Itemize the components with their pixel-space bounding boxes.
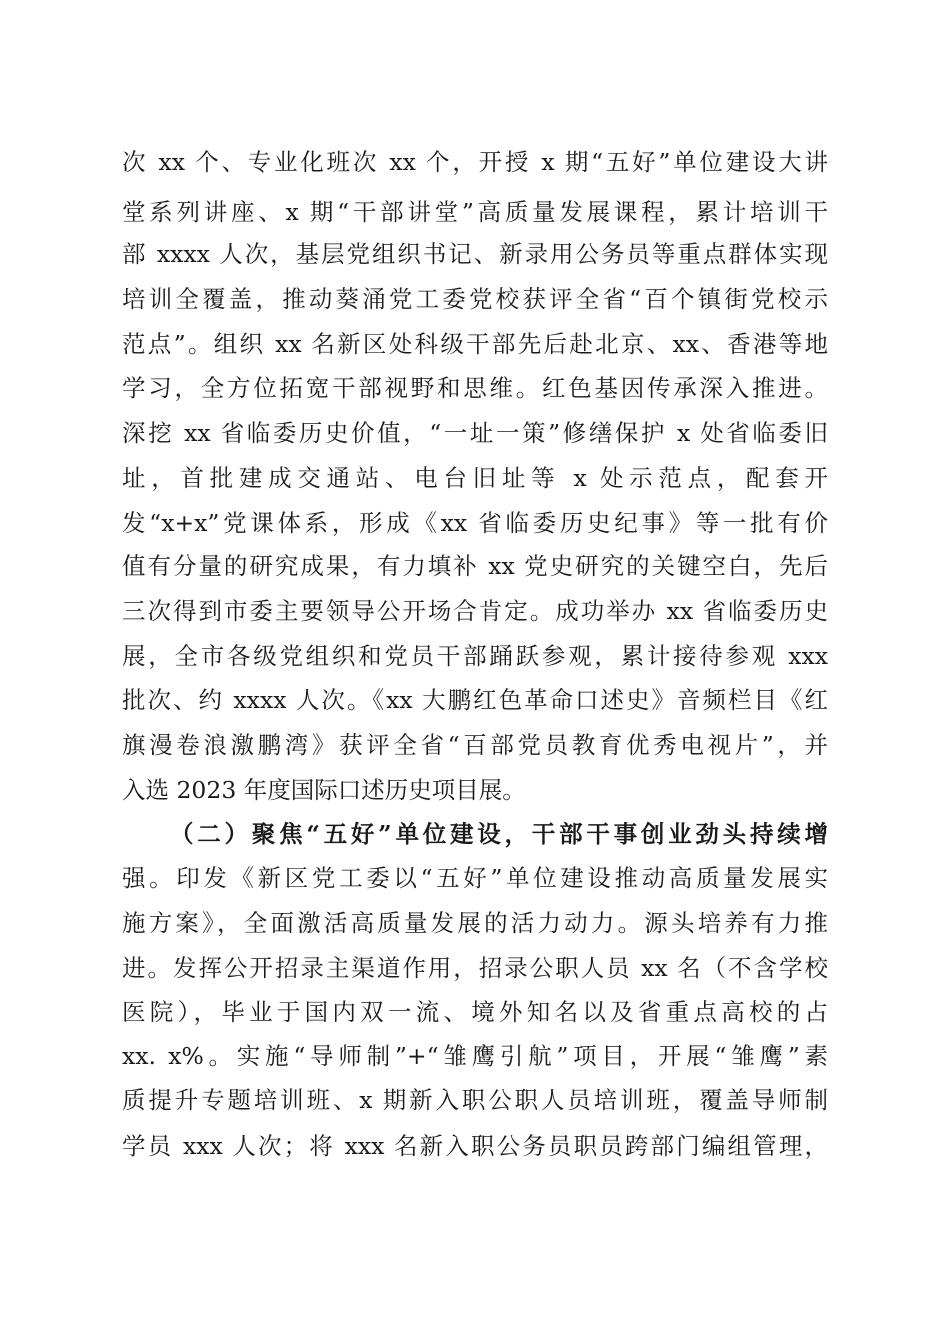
paragraph-2-line-5: xx. x%。实施“导师制”+“雏鹰引航”项目，开展“雏鹰”素 <box>122 1042 828 1070</box>
paragraph-2-line-4: 医院），毕业于国内双一流、境外知名以及省重点高校的占 <box>122 998 828 1026</box>
paragraph-1-line-4: 培训全覆盖，推动葵涌党工委党校获评全省“百个镇街党校示 <box>122 285 828 313</box>
paragraph-1-line-6: 学习，全方位拓宽干部视野和思维。红色基因传承深入推进。 <box>122 374 828 402</box>
paragraph-1-line-14: 旗漫卷浪激鹏湾》获评全省“百部党员教育优秀电视片”，并 <box>122 731 828 759</box>
section-heading: （二）聚焦“五好”单位建设，干部干事创业劲头持续增 <box>170 820 828 848</box>
paragraph-1-line-12: 展，全市各级党组织和党员干部踊跃参观，累计接待参观 xxx <box>122 642 828 670</box>
paragraph-1-line-9: 发“x+x”党课体系，形成《xx 省临委历史纪事》等一批有价 <box>122 509 828 537</box>
paragraph-1-line-13: 批次、约 xxxx 人次。《xx 大鹏红色革命口述史》音频栏目《红 <box>122 686 828 714</box>
paragraph-1-line-3: 部 xxxx 人次，基层党组织书记、新录用公务员等重点群体实现 <box>122 240 828 268</box>
paragraph-1-line-8: 址，首批建成交通站、电台旧址等 x 处示范点，配套开 <box>122 464 828 492</box>
paragraph-2-line-2: 施方案》，全面激活高质量发展的活力动力。源头培养有力推 <box>122 909 828 937</box>
paragraph-2-line-7: 学员 xxx 人次；将 xxx 名新入职公务员职员跨部门编组管理， <box>122 1132 828 1160</box>
paragraph-1-line-5: 范点”。组织 xx 名新区处科级干部先后赴北京、xx、香港等地 <box>122 330 828 358</box>
paragraph-2-line-6: 质提升专题培训班、x 期新入职公职人员培训班，覆盖导师制 <box>122 1086 828 1114</box>
paragraph-2-line-1: 强。印发《新区党工委以“五好”单位建设推动高质量发展实 <box>122 864 828 892</box>
paragraph-1-line-10: 值有分量的研究成果，有力填补 xx 党史研究的关键空白，先后 <box>122 552 828 580</box>
paragraph-2-line-3: 进。发挥公开招录主渠道作用，招录公职人员 xx 名（不含学校 <box>122 954 828 982</box>
paragraph-1-line-1: 次 xx 个、专业化班次 xx 个，开授 x 期“五好”单位建设大讲 <box>122 148 828 176</box>
paragraph-1-line-15: 入选 2023 年度国际口述历史项目展。 <box>122 776 526 804</box>
paragraph-1-line-11: 三次得到市委主要领导公开场合肯定。成功举办 xx 省临委历史 <box>122 597 828 625</box>
paragraph-1-line-7: 深挖 xx 省临委历史价值，“一址一策”修缮保护 x 处省临委旧 <box>122 419 828 447</box>
paragraph-1-line-2: 堂系列讲座、x 期“干部讲堂”高质量发展课程，累计培训干 <box>122 198 828 226</box>
